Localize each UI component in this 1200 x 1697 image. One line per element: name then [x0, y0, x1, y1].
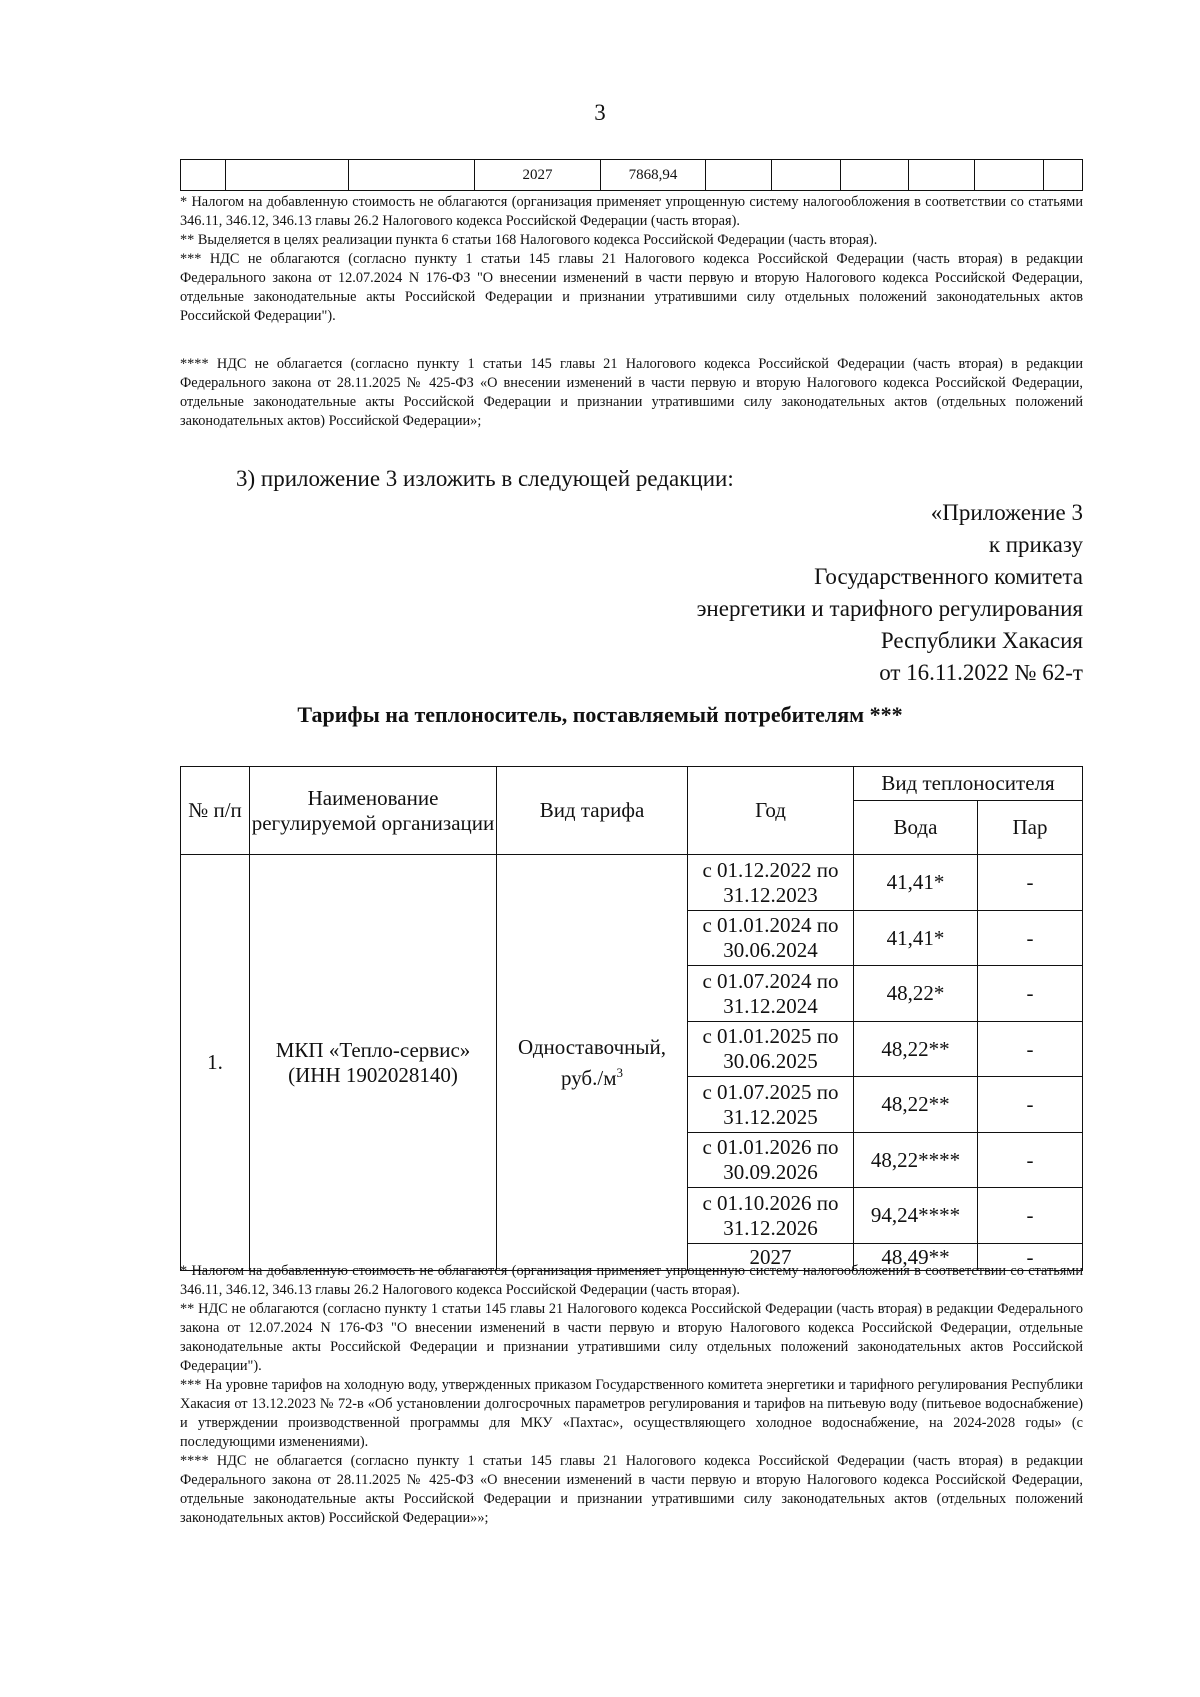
footnote: ** Выделяется в целях реализации пункта 6 статьи 168 Налогового кодекса Российской Федерации (часть вторая).: [180, 232, 878, 248]
table-cell: [841, 160, 909, 191]
footnote: * Налогом на добавленную стоимость не облагаются (организация применяет упрощенную систему налогообложения в соответствии со статьями 346.11, 346.12, 346.13 главы 26.2 Налогового кодекса Российской Федерации (часть вторая).: [180, 194, 1083, 229]
footnote: *** НДС не облагаются (согласно пункту 1 статьи 145 главы 21 Налогового кодекса Российской Федерации (часть вторая) в редакции Федерального закона от 12.07.2024 N 176-ФЗ "О внесении изменений в части первую и вторую Налогового кодекса Российской Федерации, отдельные законодательные акты Российской Федерации и признании утратившими силу отдельных положений законодательных актов Российской Федерации").: [180, 251, 1083, 324]
item-3-heading: 3) приложение 3 изложить в следующей редакции:: [236, 466, 734, 491]
appendix-line: к приказу: [988, 532, 1083, 557]
table-row: [181, 160, 1083, 191]
water-cell: 41,41*: [854, 911, 978, 966]
steam-cell: -: [978, 1077, 1083, 1133]
water-cell: 41,41*: [854, 855, 978, 911]
table-cell: [909, 160, 975, 191]
footnotes-bottom: [180, 1262, 1083, 1528]
water-cell: 94,24****: [854, 1188, 978, 1244]
water-cell: 48,22**: [854, 1022, 978, 1077]
period-cell: с 01.12.2022 по 31.12.2023: [688, 855, 854, 911]
footnote-top-4: [180, 355, 1083, 431]
footnote: *** На уровне тарифов на холодную воду, утвержденных приказом Государственного комитета энергетики и тарифного регулирования Республики Хакасия от 13.12.2023 № 72-в «Об установлении долгосрочных параметров регулирования и тарифов на питьевую воду (питьевое водоснабжение) и утверждении производственной программы для МКУ «Пахтас», осуществляющего холодное водоснабжение, на 2024-2028 годы» (с последующими изменениями).: [180, 1377, 1083, 1450]
steam-cell: -: [978, 911, 1083, 966]
table-cell: [1044, 160, 1083, 191]
table-cell: [226, 160, 349, 191]
steam-cell: -: [978, 1244, 1083, 1271]
table-row: [181, 855, 1083, 911]
table-cell: [706, 160, 772, 191]
period-cell: с 01.01.2025 по 30.06.2025: [688, 1022, 854, 1077]
table-cell: [349, 160, 475, 191]
water-cell: 48,22*: [854, 966, 978, 1022]
org-name: МКП «Тепло-сервис» (ИНН 1902028140): [250, 855, 497, 1271]
header-carrier: Вид теплоносителя: [854, 767, 1083, 801]
period-cell: с 01.07.2024 по 31.12.2024: [688, 966, 854, 1022]
footnote: * Налогом на добавленную стоимость не облагаются (организация применяет упрощенную систему налогообложения в соответствии со статьями 346.11, 346.12, 346.13 главы 26.2 Налогового кодекса Российской Федерации (часть вторая).: [180, 1263, 1083, 1298]
header-water: Вода: [854, 801, 978, 855]
tariff-type: [497, 855, 688, 1271]
header-steam: Пар: [978, 801, 1083, 855]
appendix-line: от 16.11.2022 № 62-т: [879, 660, 1083, 685]
tariff-unit-sup: 3: [616, 1064, 623, 1080]
steam-cell: -: [978, 966, 1083, 1022]
steam-cell: -: [978, 1188, 1083, 1244]
table-title: Тарифы на теплоноситель, поставляемый потребителям ***: [297, 702, 903, 727]
appendix-header: [697, 497, 1083, 689]
period-cell: с 01.01.2026 по 30.09.2026: [688, 1133, 854, 1188]
water-cell: 48,22****: [854, 1133, 978, 1188]
appendix-line: Республики Хакасия: [880, 628, 1083, 653]
footnote: **** НДС не облагается (согласно пункту 1 статьи 145 главы 21 Налогового кодекса Российской Федерации (часть вторая) в редакции Федерального закона от 28.11.2025 № 425-ФЗ «О внесении изменений в части первую и вторую Налогового кодекса Российской Федерации, отдельные законодательные акты Российской Федерации и признании утратившими силу законодательных актов (отдельных положений законодательных актов) Российской Федерации»»;: [180, 1453, 1083, 1526]
appendix-line: энергетики и тарифного регулирования: [696, 596, 1083, 621]
appendix-line: «Приложение 3: [930, 500, 1083, 525]
table-cell: 7868,94: [601, 160, 706, 191]
tariff-type-text: Одноставочный, руб./м: [517, 1034, 667, 1090]
table-header-row: [181, 767, 1083, 801]
footnotes-top: [180, 193, 1083, 326]
footnote: ** НДС не облагаются (согласно пункту 1 статьи 145 главы 21 Налогового кодекса Российской Федерации (часть вторая) в редакции Федерального закона от 12.07.2024 N 176-ФЗ "О внесении изменений в части первую и вторую Налогового кодекса Российской Федерации, отдельные законодательные акты Российской Федерации и признании утратившими силу отдельных положений законодательных актов Российской Федерации").: [180, 1301, 1083, 1374]
previous-table-tail: [180, 159, 1083, 191]
footnote: **** НДС не облагается (согласно пункту 1 статьи 145 главы 21 Налогового кодекса Российской Федерации (часть вторая) в редакции Федерального закона от 28.11.2025 № 425-ФЗ «О внесении изменений в части первую и вторую Налогового кодекса Российской Федерации, отдельные законодательные акты Российской Федерации и признании утратившими силу законодательных актов (отдельных положений законодательных актов) Российской Федерации»;: [180, 356, 1083, 429]
header-tariff-type: Вид тарифа: [497, 767, 688, 855]
tariff-table: [180, 766, 1083, 1271]
steam-cell: -: [978, 1022, 1083, 1077]
row-number: 1.: [181, 855, 250, 1271]
header-year: Год: [688, 767, 854, 855]
period-cell: с 01.07.2025 по 31.12.2025: [688, 1077, 854, 1133]
appendix-line: Государственного комитета: [814, 564, 1083, 589]
table-cell: [181, 160, 226, 191]
steam-cell: -: [978, 855, 1083, 911]
header-num: № п/п: [181, 767, 250, 855]
header-org: Наименование регулируемой организации: [250, 767, 497, 855]
table-cell: [772, 160, 841, 191]
table-cell: 2027: [475, 160, 601, 191]
water-cell: 48,49**: [854, 1244, 978, 1271]
steam-cell: -: [978, 1133, 1083, 1188]
period-cell: с 01.01.2024 по 30.06.2024: [688, 911, 854, 966]
page-number: 3: [594, 100, 606, 125]
water-cell: 48,22**: [854, 1077, 978, 1133]
period-cell: с 01.10.2026 по 31.12.2026: [688, 1188, 854, 1244]
table-cell: [975, 160, 1044, 191]
period-cell: 2027: [688, 1244, 854, 1271]
